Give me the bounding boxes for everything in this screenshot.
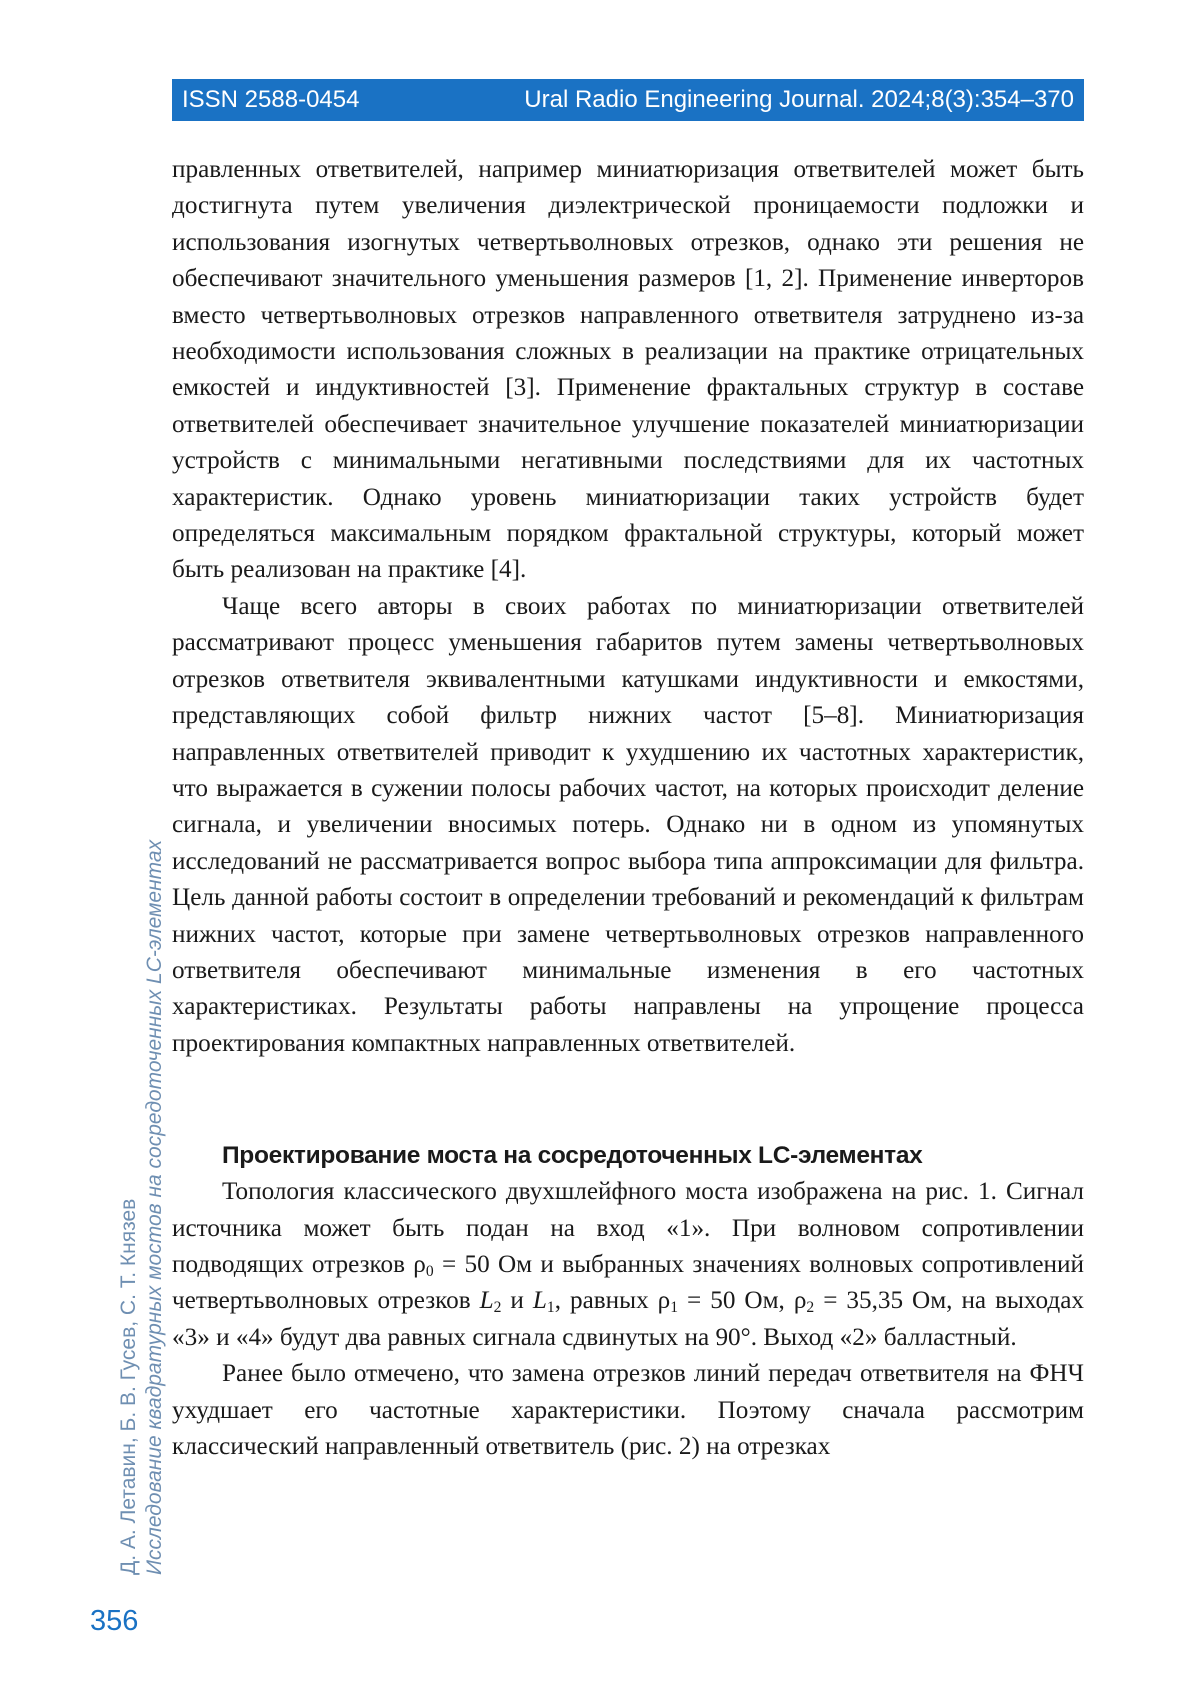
p3-text-c: и bbox=[501, 1287, 533, 1315]
side-running-head bbox=[116, 840, 168, 1575]
paragraph-4: Ранее было отмечено, что замена отрезков линий передач ответвителя на ФНЧ ухудшает его частотные характеристики. Поэтому сначала рассмотрим классический направленный ответвитель (рис. 2) на отрезках bbox=[172, 1360, 1084, 1460]
paragraph-3 bbox=[172, 1174, 1084, 1356]
p3-symbol-l2: L bbox=[479, 1287, 494, 1315]
page-number: 356 bbox=[90, 1605, 139, 1637]
p3-sub-2: 2 bbox=[493, 1299, 502, 1317]
side-authors: Д. А. Летавин, Б. В. Гусев, С. Т. Князев bbox=[117, 1198, 140, 1575]
p3-sub-0: 0 bbox=[425, 1262, 434, 1280]
paragraph-2: Чаще всего авторы в своих работах по миниатюризации ответвителей рассматривают процесс уменьшения габаритов путем замены четвертьволновых отрезков ответвителя эквивалентными катушками индуктивности и емкостями, представляющих собой фильтр нижних частот [5–8]. Миниатюризация направленных ответвителей приводит к ухудшению их частотных характеристик, что выражается в сужении полосы рабочих частот, на которых происходит деление сигнала, и увеличении вносимых потерь. Однако ни в одном из упомянутых исследований не рассматривается вопрос выбора типа аппроксимации для фильтра. Цель данной работы состоит в определении требований и рекомендаций к фильтрам нижних частот, которые при замене четвертьволновых отрезков направленного ответвителя обеспечивают минимальные изменения в его частотных характеристиках. Результаты работы направлены на упрощение процесса проектирования компактных направленных ответвителей. bbox=[172, 592, 1084, 1057]
p3-text-d: , равных ρ bbox=[554, 1287, 671, 1315]
p3-text-a: Топология классического двухшлейфного моста изображена на рис. 1. Сигнал источника может быть подан на вход «1». При волновом сопротивлении подводящих отрезков ρ bbox=[172, 1178, 1084, 1278]
p3-text-e: = 50 Ом, ρ bbox=[678, 1287, 807, 1315]
p3-sub-2b: 2 bbox=[806, 1299, 815, 1317]
side-article-title: Исследование квадратурных мостов на сосредоточенных LC-элементах bbox=[143, 839, 166, 1575]
section-heading: Проектирование моста на сосредоточенных LC-элементах bbox=[222, 1142, 923, 1170]
issn: ISSN 2588-0454 bbox=[182, 86, 360, 113]
p3-symbol-l1: L bbox=[532, 1287, 547, 1315]
paragraph-1: правленных ответвителей, например миниатюризация ответвителей может быть достигнута путем увеличения диэлектрической проницаемости подложки и использования изогнутых четвертьволновых отрезков, однако эти решения не обеспечивают значительного уменьшения размеров [1, 2]. Применение инверторов вместо четвертьволновых отрезков направленного ответвителя затруднено из-за необходимости использования сложных в реализации на практике отрицательных емкостей и индуктивностей [3]. Применение фрактальных структур в составе ответвителей обеспечивает значительное улучшение показателей миниатюризации устройств с минимальными негативными последствиями для их частотных характеристик. Однако уровень миниатюризации таких устройств будет определяться максимальным порядком фрактальной структуры, который может быть реализован на практике [4]. bbox=[172, 156, 1084, 584]
p3-sub-1a: 1 bbox=[546, 1299, 555, 1317]
article-body bbox=[172, 152, 1084, 1465]
journal-citation: Ural Radio Engineering Journal. 2024;8(3):354–370 bbox=[524, 86, 1074, 113]
journal-header bbox=[172, 79, 1084, 121]
p3-text-f: = 35,35 Ом, на выходах «3» и «4» будут два равных сигнала сдвинутых на 90°. Выход «2» балластный. bbox=[172, 1287, 1085, 1351]
p3-text-b: = 50 Ом и выбранных значениях волновых сопротивлений четвертьволновых отрезков bbox=[172, 1250, 1084, 1315]
p3-sub-1b: 1 bbox=[670, 1299, 679, 1317]
